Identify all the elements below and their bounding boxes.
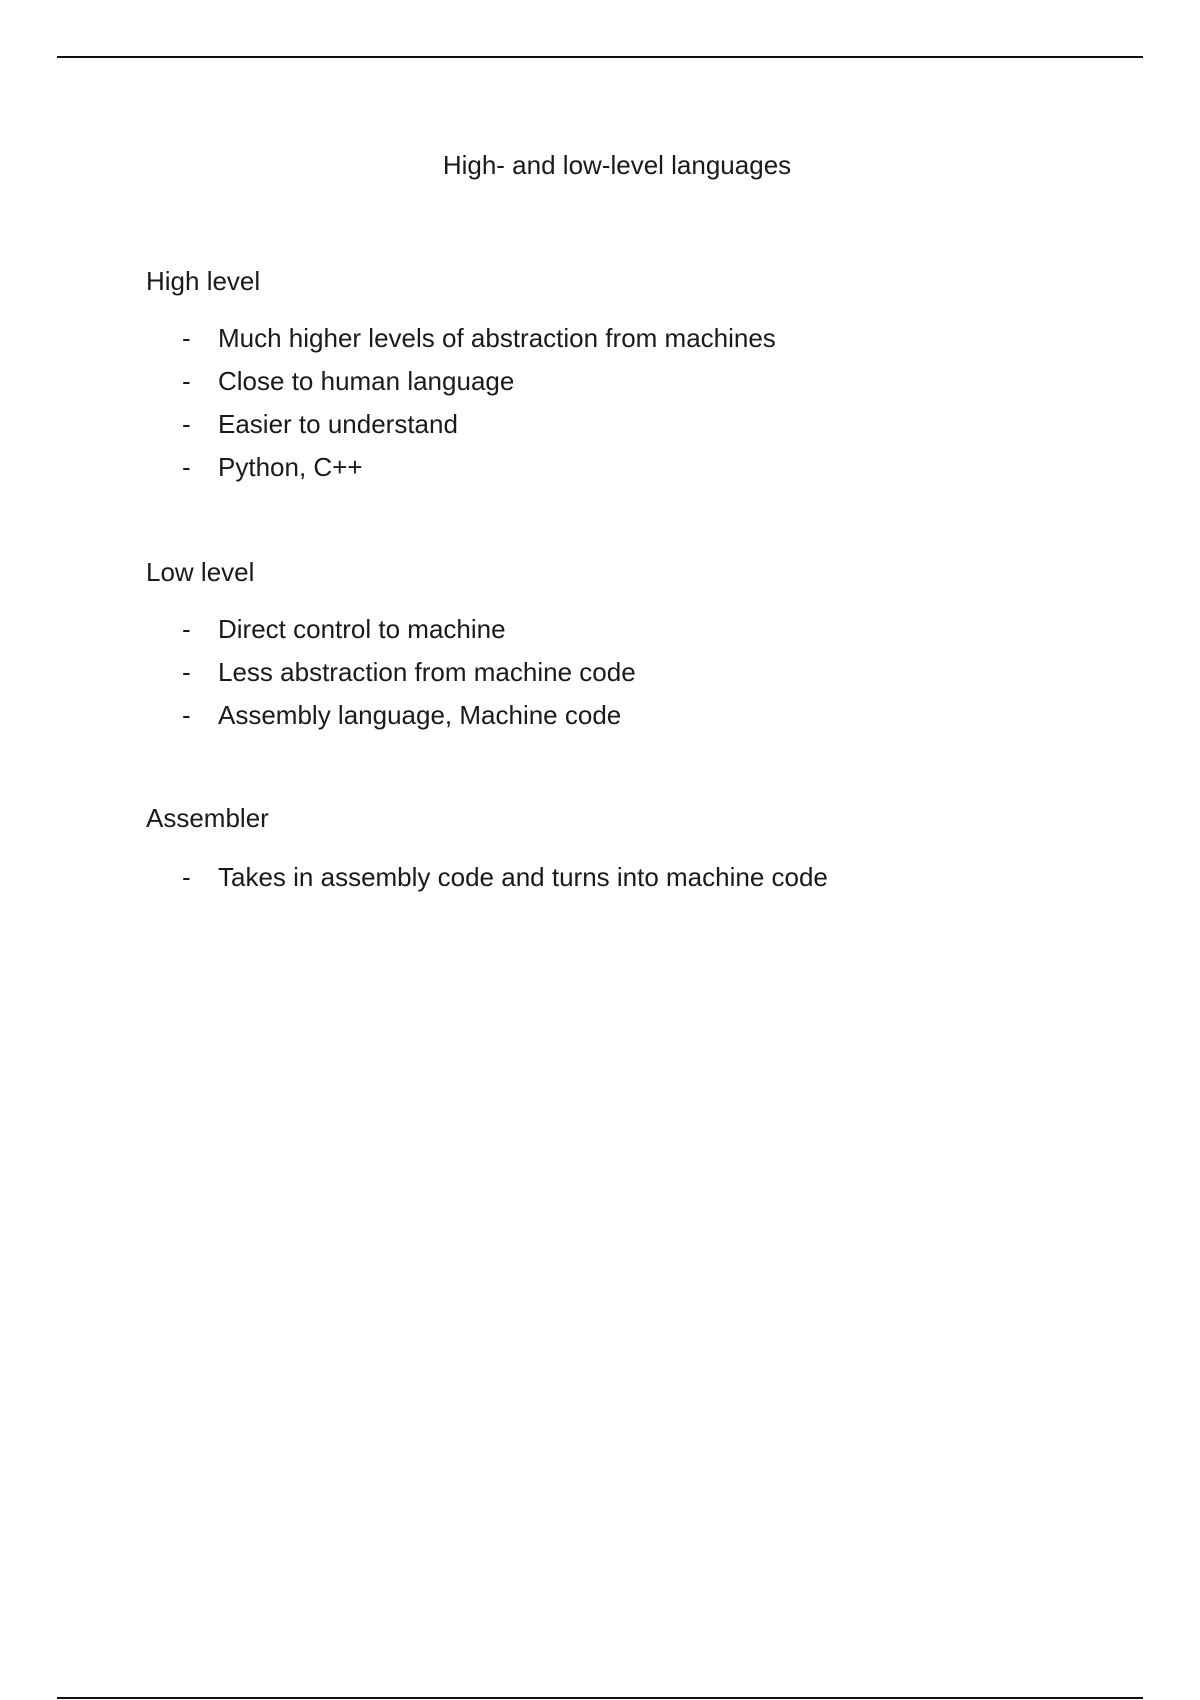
list-item [146, 698, 1146, 741]
list-item-text: Assembly language, Machine code [218, 700, 622, 730]
list-item [146, 450, 1146, 493]
dash-marker: - [182, 657, 191, 687]
list-item [146, 407, 1146, 450]
dash-marker: - [182, 452, 191, 482]
list-item [146, 321, 1146, 364]
bullet-list [146, 860, 1146, 903]
top-rule [57, 56, 1143, 58]
section-heading: Low level [146, 557, 255, 587]
dash-marker: - [182, 323, 191, 353]
dash-marker: - [182, 862, 191, 892]
list-item [146, 364, 1146, 407]
bottom-rule [57, 1697, 1143, 1699]
list-item-text: Close to human language [218, 366, 515, 396]
list-item-text: Takes in assembly code and turns into machine code [218, 862, 828, 892]
list-item-text: Less abstraction from machine code [218, 657, 636, 687]
section-assembler [146, 801, 1146, 903]
list-item-text: Much higher levels of abstraction from machines [218, 323, 776, 353]
section-heading: Assembler [146, 803, 269, 833]
page-title: High- and low-level languages [442, 150, 792, 180]
list-item-text: Easier to understand [218, 409, 458, 439]
bullet-list [146, 612, 1146, 741]
section-low-level [146, 555, 1146, 741]
dash-marker: - [182, 366, 191, 396]
list-item [146, 612, 1146, 655]
dash-marker: - [182, 409, 191, 439]
bullet-list [146, 321, 1146, 493]
dash-marker: - [182, 700, 191, 730]
list-item [146, 655, 1146, 698]
section-heading: High level [146, 266, 261, 296]
section-high-level [146, 264, 1146, 493]
dash-marker: - [182, 614, 191, 644]
list-item [146, 860, 1146, 903]
list-item-text: Python, C++ [218, 452, 363, 482]
list-item-text: Direct control to machine [218, 614, 506, 644]
